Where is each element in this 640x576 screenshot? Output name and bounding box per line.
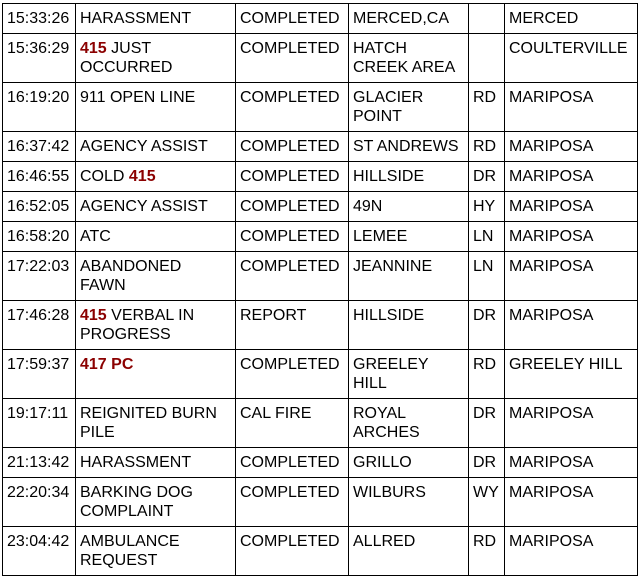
street-suffix-cell: RD xyxy=(469,350,505,399)
city-cell: MARIPOSA xyxy=(505,399,638,448)
table-row xyxy=(3,527,638,576)
time-cell: 15:33:26 xyxy=(3,4,76,34)
incident-type-cell xyxy=(76,34,236,83)
city-cell: MARIPOSA xyxy=(505,252,638,301)
time-cell: 22:20:34 xyxy=(3,478,76,527)
street-suffix-cell: DR xyxy=(469,301,505,350)
incident-text: AMBULANCE REQUEST xyxy=(80,533,180,569)
time-cell: 17:59:37 xyxy=(3,350,76,399)
time-cell: 16:52:05 xyxy=(3,192,76,222)
status-cell: COMPLETED xyxy=(236,350,349,399)
street-suffix-cell: RD xyxy=(469,527,505,576)
city-cell: MARIPOSA xyxy=(505,132,638,162)
location-cell: HILLSIDE xyxy=(349,301,469,350)
location-cell: LEMEE xyxy=(349,222,469,252)
location-cell: GLACIER POINT xyxy=(349,83,469,132)
city-cell: MARIPOSA xyxy=(505,301,638,350)
location-cell: HILLSIDE xyxy=(349,162,469,192)
status-cell: REPORT xyxy=(236,301,349,350)
table-row xyxy=(3,4,638,34)
location-cell: ALLRED xyxy=(349,527,469,576)
incident-type-cell xyxy=(76,478,236,527)
city-cell: GREELEY HILL xyxy=(505,350,638,399)
incident-text: HARASSMENT xyxy=(80,10,192,27)
city-cell: MARIPOSA xyxy=(505,527,638,576)
table-row xyxy=(3,350,638,399)
incident-type-cell xyxy=(76,350,236,399)
incident-type-cell xyxy=(76,162,236,192)
time-cell: 15:36:29 xyxy=(3,34,76,83)
street-suffix-cell: DR xyxy=(469,399,505,448)
incident-type-cell xyxy=(76,83,236,132)
status-cell: COMPLETED xyxy=(236,83,349,132)
table-row xyxy=(3,301,638,350)
status-cell: COMPLETED xyxy=(236,162,349,192)
street-suffix-cell: WY xyxy=(469,478,505,527)
incident-type-cell xyxy=(76,527,236,576)
incident-text: REIGNITED BURN PILE xyxy=(80,405,217,441)
street-suffix-cell: RD xyxy=(469,132,505,162)
table-row xyxy=(3,222,638,252)
street-suffix-cell: HY xyxy=(469,192,505,222)
time-cell: 16:58:20 xyxy=(3,222,76,252)
incident-code-highlight: 417 PC xyxy=(80,356,134,373)
incident-text: VERBAL IN PROGRESS xyxy=(80,307,195,343)
incident-type-cell xyxy=(76,132,236,162)
incident-type-cell xyxy=(76,192,236,222)
incident-text: HARASSMENT xyxy=(80,454,192,471)
incident-code-highlight: 415 xyxy=(128,168,156,185)
location-cell: ROYAL ARCHES xyxy=(349,399,469,448)
street-suffix-cell: DR xyxy=(469,162,505,192)
table-row xyxy=(3,478,638,527)
table-row xyxy=(3,34,638,83)
incident-text: AGENCY ASSIST xyxy=(80,198,208,215)
incident-type-cell xyxy=(76,222,236,252)
incident-text: BARKING DOG COMPLAINT xyxy=(80,484,193,520)
location-cell: GREELEY HILL xyxy=(349,350,469,399)
location-cell: GRILLO xyxy=(349,448,469,478)
time-cell: 16:19:20 xyxy=(3,83,76,132)
location-cell: MERCED,CA xyxy=(349,4,469,34)
incident-text: COLD xyxy=(80,168,129,185)
status-cell: COMPLETED xyxy=(236,527,349,576)
incident-text: JUST OCCURRED xyxy=(80,40,173,76)
city-cell: MARIPOSA xyxy=(505,448,638,478)
status-cell: COMPLETED xyxy=(236,192,349,222)
city-cell: MARIPOSA xyxy=(505,478,638,527)
street-suffix-cell: DR xyxy=(469,448,505,478)
status-cell: COMPLETED xyxy=(236,4,349,34)
location-cell: ST ANDREWS xyxy=(349,132,469,162)
incident-log-table xyxy=(2,3,638,576)
incident-code-highlight: 415 xyxy=(80,307,107,324)
location-cell: HATCH CREEK AREA xyxy=(349,34,469,83)
incident-type-cell xyxy=(76,399,236,448)
incident-type-cell xyxy=(76,448,236,478)
table-row xyxy=(3,448,638,478)
table-row xyxy=(3,252,638,301)
time-cell: 17:22:03 xyxy=(3,252,76,301)
location-cell: JEANNINE xyxy=(349,252,469,301)
location-cell: 49N xyxy=(349,192,469,222)
street-suffix-cell: LN xyxy=(469,222,505,252)
status-cell: COMPLETED xyxy=(236,222,349,252)
incident-log-body xyxy=(3,4,638,576)
incident-text: ABANDONED FAWN xyxy=(80,258,182,294)
city-cell: MERCED xyxy=(505,4,638,34)
location-cell: WILBURS xyxy=(349,478,469,527)
time-cell: 19:17:11 xyxy=(3,399,76,448)
city-cell: MARIPOSA xyxy=(505,222,638,252)
city-cell: MARIPOSA xyxy=(505,192,638,222)
table-row xyxy=(3,399,638,448)
incident-type-cell xyxy=(76,4,236,34)
status-cell: COMPLETED xyxy=(236,34,349,83)
street-suffix-cell: RD xyxy=(469,83,505,132)
street-suffix-cell xyxy=(469,4,505,34)
street-suffix-cell: LN xyxy=(469,252,505,301)
incident-text: AGENCY ASSIST xyxy=(80,138,208,155)
incident-code-highlight: 415 xyxy=(80,40,107,57)
incident-text: ATC xyxy=(80,228,111,245)
street-suffix-cell xyxy=(469,34,505,83)
table-row xyxy=(3,162,638,192)
table-row xyxy=(3,192,638,222)
table-row xyxy=(3,83,638,132)
time-cell: 16:37:42 xyxy=(3,132,76,162)
incident-type-cell xyxy=(76,301,236,350)
time-cell: 16:46:55 xyxy=(3,162,76,192)
time-cell: 21:13:42 xyxy=(3,448,76,478)
city-cell: MARIPOSA xyxy=(505,83,638,132)
status-cell: COMPLETED xyxy=(236,132,349,162)
city-cell: MARIPOSA xyxy=(505,162,638,192)
incident-text: 911 OPEN LINE xyxy=(80,89,196,106)
status-cell: COMPLETED xyxy=(236,478,349,527)
table-row xyxy=(3,132,638,162)
city-cell: COULTERVILLE xyxy=(505,34,638,83)
time-cell: 23:04:42 xyxy=(3,527,76,576)
status-cell: COMPLETED xyxy=(236,252,349,301)
status-cell: CAL FIRE xyxy=(236,399,349,448)
status-cell: COMPLETED xyxy=(236,448,349,478)
time-cell: 17:46:28 xyxy=(3,301,76,350)
incident-type-cell xyxy=(76,252,236,301)
